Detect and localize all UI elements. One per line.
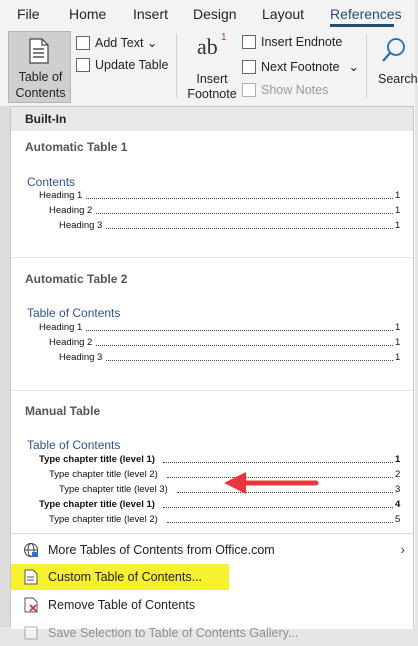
- remove-toc-label: Remove Table of Contents: [48, 598, 196, 612]
- next-footnote-button[interactable]: [242, 59, 359, 74]
- toc-preview-heading: Contents: [27, 175, 76, 189]
- entry-page: 1: [395, 190, 401, 201]
- ribbon-group-divider: [176, 34, 177, 98]
- entry-text: Heading 2: [49, 337, 93, 348]
- insert-footnote-button[interactable]: [187, 30, 237, 102]
- tab-insert[interactable]: Insert: [133, 6, 169, 22]
- entry-text: Heading 1: [39, 322, 83, 333]
- entry-text: Type chapter title (level 3): [59, 484, 168, 495]
- endnote-icon: [242, 35, 256, 49]
- tab-file[interactable]: File: [17, 6, 40, 22]
- more-tables-label: More Tables of Contents from Office.com: [48, 543, 275, 557]
- entry-text: Heading 3: [59, 220, 103, 231]
- leader-dots: [167, 522, 393, 523]
- tab-design[interactable]: Design: [193, 6, 237, 22]
- leader-dots: [96, 345, 393, 346]
- tab-references[interactable]: References: [330, 6, 402, 22]
- callout-arrow-icon: [220, 470, 320, 494]
- entry-text: Type chapter title (level 1): [39, 499, 155, 510]
- footnote-superscript: 1: [221, 32, 227, 43]
- save-selection-label: Save Selection to Table of Contents Gallery...: [48, 626, 299, 640]
- next-footnote-dropdown-icon[interactable]: ⌄: [348, 60, 359, 74]
- update-table-label: Update Table: [95, 58, 169, 72]
- add-text-button[interactable]: [76, 35, 157, 50]
- show-notes-icon: [242, 83, 256, 97]
- custom-toc-label: Custom Table of Contents...: [48, 570, 203, 584]
- insert-footnote-label-line2: Footnote: [187, 87, 237, 101]
- toc-dropdown-menu: [10, 106, 414, 640]
- entry-page: 4: [395, 499, 401, 510]
- next-footnote-icon: [242, 60, 256, 74]
- remove-document-icon: [23, 597, 39, 613]
- save-to-gallery-icon: [23, 625, 39, 641]
- footnote-icon: ab: [197, 34, 218, 59]
- search-button[interactable]: [372, 30, 418, 102]
- entry-page: 1: [395, 352, 401, 363]
- search-label: Search: [378, 72, 418, 86]
- active-tab-indicator: [330, 24, 394, 27]
- entry-text: Type chapter title (level 1): [39, 454, 155, 465]
- entry-page: 1: [395, 205, 401, 216]
- toc-menu-commands: [11, 533, 413, 640]
- entry-page: 1: [395, 220, 401, 231]
- insert-endnote-label: Insert Endnote: [261, 35, 343, 49]
- add-text-icon: [76, 36, 90, 50]
- leader-dots: [86, 198, 393, 199]
- tab-layout[interactable]: Layout: [262, 6, 305, 22]
- globe-icon: [23, 542, 39, 558]
- insert-footnote-label-line1: Insert: [196, 72, 228, 86]
- show-notes-button[interactable]: [242, 83, 328, 97]
- entry-page: 5: [395, 514, 401, 525]
- gallery-title: Automatic Table 2: [25, 272, 128, 286]
- entry-page: 2: [395, 469, 401, 480]
- toc-preview-entry: [49, 205, 401, 219]
- toc-preview-entry: [49, 337, 401, 351]
- next-footnote-label: Next Footnote: [261, 59, 340, 74]
- gallery-divider: [11, 390, 413, 391]
- more-tables-menu-item[interactable]: [11, 537, 413, 563]
- entry-text: Type chapter title (level 2): [49, 469, 158, 480]
- document-margin: [0, 106, 10, 627]
- save-selection-menu-item[interactable]: [11, 620, 413, 646]
- table-of-contents-button[interactable]: [8, 31, 71, 103]
- toc-preview-entry: [49, 514, 401, 528]
- insert-endnote-button[interactable]: [242, 35, 342, 49]
- toc-preview-entry: [39, 322, 401, 336]
- gallery-title: Automatic Table 1: [25, 140, 128, 154]
- entry-page: 1: [395, 322, 401, 333]
- document-list-icon: [29, 38, 49, 64]
- toc-preview-heading: Table of Contents: [27, 306, 121, 320]
- toc-preview-entry: [39, 190, 401, 204]
- toc-preview-entry: [39, 499, 401, 513]
- document-list-icon: [23, 569, 39, 585]
- built-in-section-header: [11, 107, 413, 131]
- leader-dots: [106, 228, 393, 229]
- toc-preview-entry: [59, 220, 401, 234]
- entry-page: 3: [395, 484, 401, 495]
- leader-dots: [86, 330, 393, 331]
- toc-preview-heading: Table of Contents: [27, 438, 121, 452]
- show-notes-label: Show Notes: [261, 83, 329, 97]
- entry-page: 1: [395, 337, 401, 348]
- toc-preview-entry: [59, 352, 401, 366]
- gallery-title: Manual Table: [25, 404, 101, 418]
- submenu-arrow-icon: ›: [400, 541, 405, 557]
- remove-toc-menu-item[interactable]: [11, 592, 413, 618]
- search-icon: [380, 36, 408, 64]
- entry-text: Heading 3: [59, 352, 103, 363]
- references-ribbon: [0, 28, 418, 106]
- ribbon-group-divider: [366, 34, 367, 98]
- ribbon-tab-bar: [0, 0, 415, 28]
- update-table-icon: [76, 58, 90, 72]
- entry-text: Heading 2: [49, 205, 93, 216]
- leader-dots: [96, 213, 393, 214]
- toc-preview-entry: [39, 454, 401, 468]
- entry-text: Type chapter title (level 2): [49, 514, 158, 525]
- update-table-button[interactable]: [76, 58, 168, 72]
- tab-home[interactable]: Home: [69, 6, 107, 22]
- toc-button-label-line1: Table of: [18, 70, 63, 84]
- custom-toc-menu-item[interactable]: [11, 564, 229, 590]
- entry-page: 1: [395, 454, 401, 465]
- entry-text: Heading 1: [39, 190, 83, 201]
- leader-dots: [106, 360, 393, 361]
- leader-dots: [163, 507, 393, 508]
- toc-button-label-line2: Contents: [15, 86, 66, 100]
- add-text-label: Add Text ⌄: [95, 36, 158, 50]
- gallery-divider: [11, 257, 413, 258]
- leader-dots: [163, 462, 393, 463]
- built-in-label: Built-In: [25, 112, 67, 126]
